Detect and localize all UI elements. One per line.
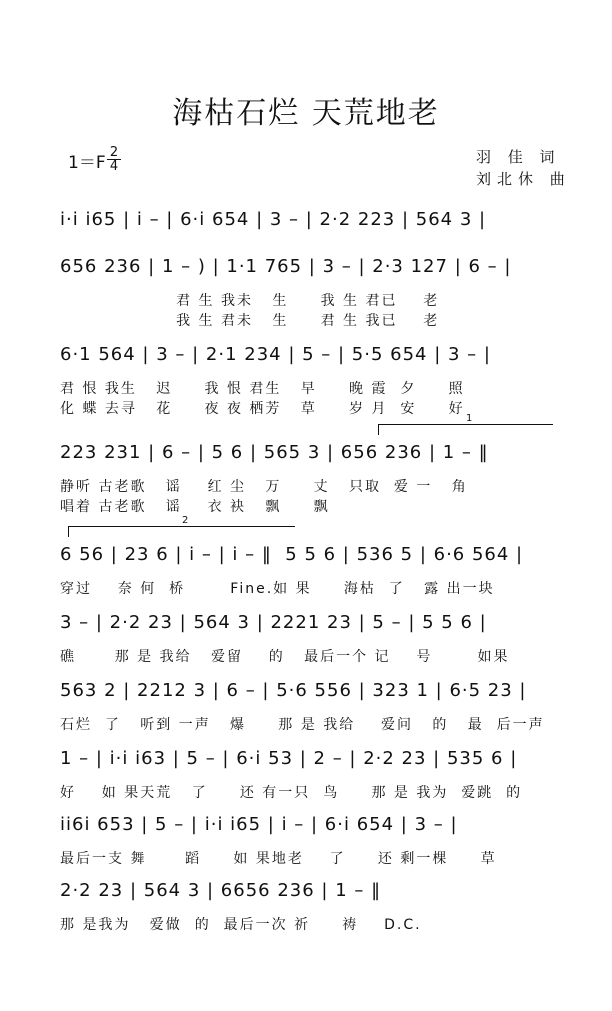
time-signature bbox=[107, 146, 121, 173]
lyric-verse-1: 好 如 果天荒 了 还 有一只 鸟 那 是 我为 爱跳 的 bbox=[60, 785, 523, 801]
notation-line: 656 236 | 1 – ) | 1·1 765 | 3 – | 2·3 127 | 6 – | bbox=[60, 256, 512, 277]
volta-number: 2 bbox=[182, 515, 189, 526]
lyric-verse-2: 我 生 君未 生 君 生 我已 老 bbox=[60, 313, 440, 329]
lyric-verse-1: 最后一支 舞 蹈 如 果地老 了 还 剩一棵 草 bbox=[60, 851, 497, 867]
score-row-2 bbox=[60, 252, 552, 352]
composer-credit: 刘北休 曲 bbox=[476, 170, 571, 188]
notation-line: 3 – | 2·2 23 | 564 3 | 2221 23 | 5 – | 5 5 6 | bbox=[60, 612, 487, 633]
notation-line: 2·2 23 | 564 3 | 6656 236 | 1 – ‖ bbox=[60, 880, 382, 901]
notation-line: ii6i 653 | 5 – | i·i i65 | i – | 6·i 654 | 3 – | bbox=[60, 814, 458, 835]
score-row-4 bbox=[60, 413, 552, 538]
lyric-verse-1: 君 恨 我生 迟 我 恨 君生 早 晚 霞 夕 照 bbox=[60, 381, 465, 397]
song-title: 海枯石烂 天荒地老 bbox=[172, 96, 440, 131]
score-row-10 bbox=[60, 876, 552, 976]
lyric-verse-1: 穿过 奈 何 桥 Fine.如 果 海枯 了 露 出一块 bbox=[60, 581, 495, 597]
lyric-verse-1: 静听 古老歌 谣 红 尘 万 丈 只取 爱 一 角 bbox=[60, 479, 468, 495]
notation-line: 6 56 | 23 6 | i – | i – ‖ 5 5 6 | 536 5 | 6·6 564 | bbox=[60, 544, 524, 565]
second-ending-bracket bbox=[68, 515, 295, 537]
lyricist-credit: 羽 佳 词 bbox=[476, 148, 561, 166]
lyric-verse-1: 礁 那 是 我给 爱留 的 最后一个 记 号 如果 bbox=[60, 649, 510, 665]
lyric-verse-1: 君 生 我未 生 我 生 君已 老 bbox=[60, 293, 440, 309]
lyric-verse-2: 唱着 古老歌 谣 衣 袂 飘 飘 bbox=[60, 499, 330, 515]
notation-line: 563 2 | 2212 3 | 6 – | 5·6 556 | 323 1 | 6·5 23 | bbox=[60, 680, 527, 701]
time-signature-top: 2 bbox=[109, 145, 119, 160]
notation-line: 1 – | i·i i63 | 5 – | 6·i 53 | 2 – | 2·2 23 | 535 6 | bbox=[60, 748, 518, 769]
lyric-verse-2: 化 蝶 去寻 花 夜 夜 栖芳 草 岁 月 安 好 bbox=[60, 401, 465, 417]
notation-line: 6·1 564 | 3 – | 2·1 234 | 5 – | 5·5 654 | 3 – | bbox=[60, 344, 491, 365]
first-ending-bracket bbox=[378, 413, 553, 435]
lyric-verse-1: 石烂 了 听到 一声 爆 那 是 我给 爱问 的 最 后一声 bbox=[60, 717, 545, 733]
time-signature-bottom: 4 bbox=[107, 159, 121, 173]
lyric-verse-1: 那 是我为 爱做 的 最后一次 祈 祷 D.C. bbox=[60, 917, 422, 933]
notation-line: 223 231 | 6 – | 5 6 | 565 3 | 656 236 | 1 – ‖ bbox=[60, 442, 489, 463]
key-signature: 1＝F bbox=[68, 153, 106, 173]
notation-line: i·i i65 | i – | 6·i 654 | 3 – | 2·2 223 | 564 3 | bbox=[60, 209, 487, 230]
volta-number: 1 bbox=[466, 413, 473, 424]
